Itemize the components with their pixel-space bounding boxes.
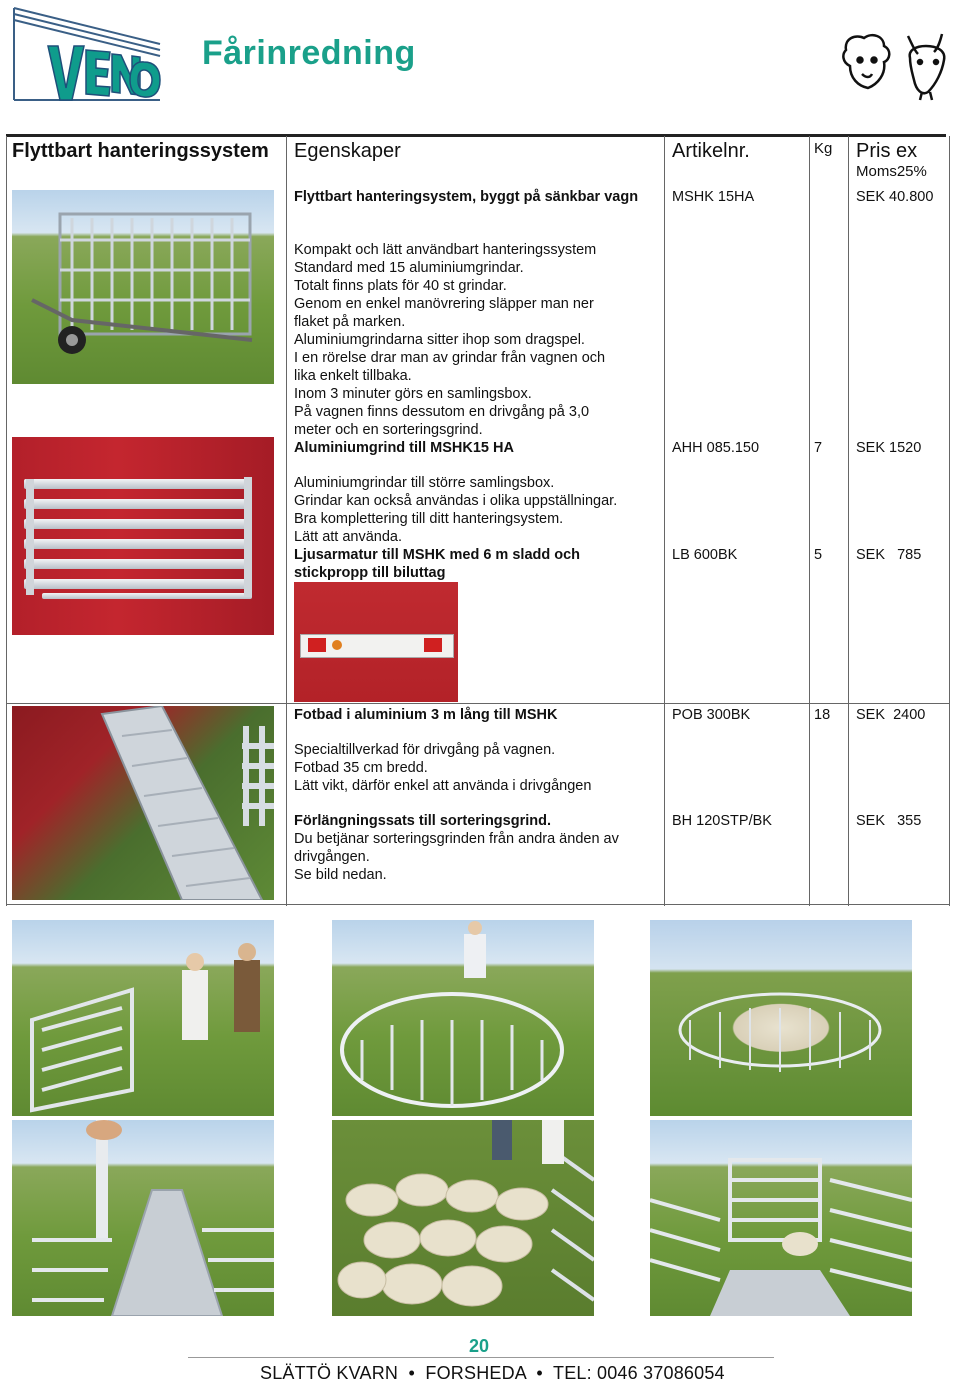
table-border [848,136,849,906]
article-number: POB 300BK [672,707,751,723]
table-border [949,136,950,906]
product-title: Aluminiumgrind till MSHK15 HA [294,440,514,456]
article-number: LB 600BK [672,547,738,563]
column-header-properties: Egenskaper [294,140,401,162]
product-description: Kompakt och lätt användbart hanteringssystem Standard med 15 aluminiumgrindar. Totalt finns plats för 40 st grindar. Genom en enkel manövrering släpper man ner flaket på marken. Aluminiumgrindarna sitter ihop som dragspel. I en rörelse drar man av grindar från vagnen och lika enkelt tillbaka. Inom 3 minuter görs en samlingsbox. På vagnen finns dessutom en drivgång på 3,0 meter och en sorteringsgrind. [294,242,606,438]
page-number: 20 [469,1336,490,1356]
footbath-photo [12,706,274,900]
price: SEK 785 [856,547,922,563]
light-bar-photo [294,582,458,702]
price: SEK 40.800 [856,189,934,205]
product-title: Ljusarmatur till MSHK med 6 m sladd och stickpropp till biluttag [294,547,581,581]
weight-kg: 7 [814,440,823,456]
table-border [664,136,665,906]
veno-logo-icon [10,4,170,108]
product-title: Flyttbart hanteringsystem, byggt på sänkbar vagn [294,189,639,205]
price: SEK 355 [856,813,922,829]
column-header-article: Artikelnr. [672,140,750,162]
footer-address: SLÄTTÖ KVARN • FORSHEDA • TEL: 0046 37086054 [260,1363,725,1383]
aluminium-gate-photo [12,437,274,635]
table-border [6,136,7,906]
price: SEK 1520 [856,440,922,456]
product-title: Fotbad i aluminium 3 m lång till MSHK [294,707,558,723]
veno-logo [10,4,170,108]
gallery-photo-pen [332,920,594,1116]
logo-text: VENO [10,4,13,5]
price: SEK 2400 [856,707,926,723]
sheep-and-goat-icon [838,30,958,102]
page-title: Fårinredning [202,34,416,72]
gallery-photo-setup [12,920,274,1116]
trailer-photo [12,190,274,384]
product-description: Du betjänar sorteringsgrinden från andra änden av drivgången. Se bild nedan. [294,831,619,883]
article-number: BH 120STP/BK [672,813,772,829]
gallery-photo-sheep-in-pen [650,920,912,1116]
table-border [286,136,287,906]
gallery-photo-drive-lane [12,1120,274,1316]
column-header-price: Pris ex [856,140,918,162]
column-header-product: Flyttbart hanteringssystem [12,140,269,162]
footer-rule [188,1357,774,1358]
product-title: Förlängningssats till sorteringsgrind. [294,813,551,829]
column-header-price-vat: Moms25% [856,163,927,180]
article-number: AHH 085.150 [672,440,760,456]
table-top-rule [6,134,946,137]
product-description: Specialtillverkad för drivgång på vagnen. Fotbad 35 cm bredd. Lätt vikt, därför enkel att använda i drivgången [294,742,592,794]
table-border [809,136,810,906]
table-bottom-rule [6,904,950,905]
weight-kg: 5 [814,547,823,563]
gallery-photo-sheep-flock [332,1120,594,1316]
column-header-kg: Kg [814,140,833,157]
table-divider [6,703,950,704]
weight-kg: 18 [814,707,831,723]
product-description: Aluminiumgrindar till större samlingsbox. Grindar kan också användas i olika uppställningar. Bra komplettering till ditt hanteringsystem. Lätt att använda. [294,475,618,545]
article-number: MSHK 15HA [672,189,755,205]
gallery-photo-sorting-gate [650,1120,912,1316]
